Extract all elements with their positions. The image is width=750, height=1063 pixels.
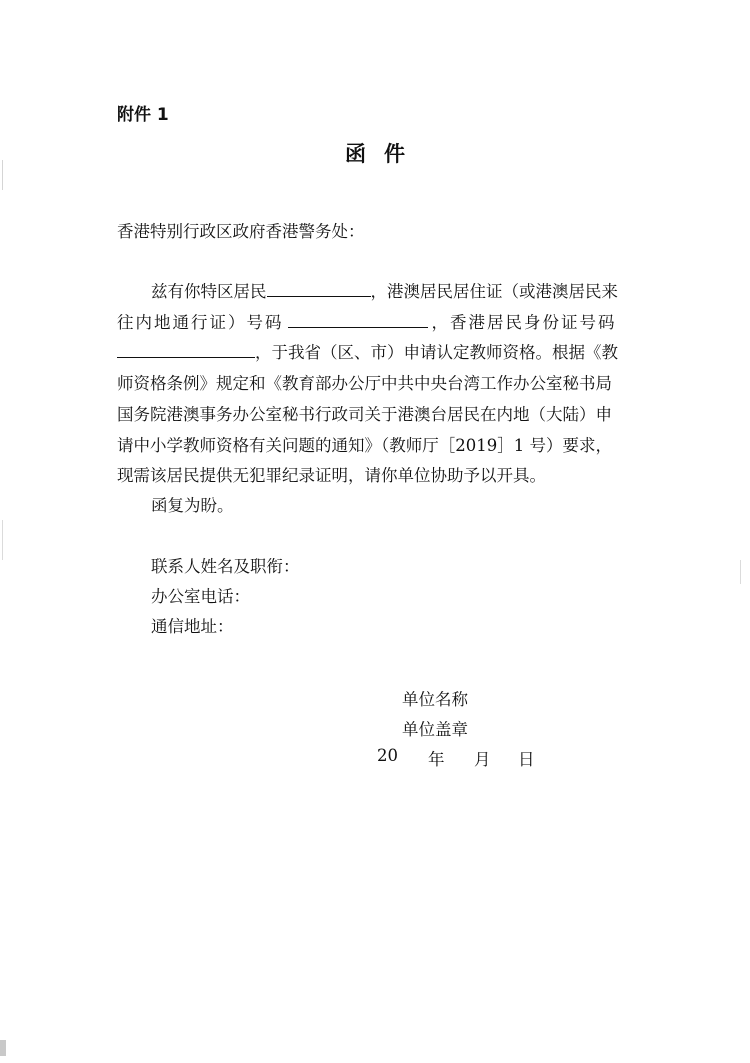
- date-year-prefix: 20: [377, 746, 398, 765]
- unit-name: 单位名称: [402, 690, 468, 709]
- permit-number-blank: [288, 313, 428, 328]
- body-line-7: 现需该居民提供无犯罪纪录证明，请你单位协助予以开具。: [117, 466, 546, 485]
- date-month: 月: [474, 750, 491, 769]
- scan-mark: [2, 520, 3, 560]
- body-text: ，香港居民身份证号码: [431, 313, 617, 332]
- scan-mark: [2, 160, 3, 190]
- body-text: ，于我省（区、市）申请认定教师资格。根据《教: [255, 343, 618, 362]
- body-text: ，港澳居民居住证（或港澳居民来: [370, 282, 618, 301]
- body-line-1: [151, 282, 618, 302]
- body-text: 兹有你特区居民: [151, 282, 267, 301]
- date-day: 日: [518, 750, 535, 769]
- body-line-6: 请中小学教师资格有关问题的通知》（教师厅［2019］1 号）要求，: [117, 436, 612, 455]
- contact-address: 通信地址：: [151, 617, 234, 636]
- body-text: 往内地通行证）号码: [117, 313, 284, 332]
- closing-line: 函复为盼。: [151, 496, 234, 515]
- body-line-2: [117, 313, 617, 333]
- date-year: 年: [428, 750, 445, 769]
- attachment-label: 附件 1: [117, 105, 169, 125]
- unit-seal: 单位盖章: [402, 720, 468, 739]
- scan-mark: [740, 560, 741, 584]
- body-line-5: 国务院港澳事务办公室秘书行政司关于港澳台居民在内地（大陆）申: [117, 405, 612, 424]
- page-title: 函件: [345, 142, 423, 166]
- id-number-blank: [117, 343, 255, 358]
- body-line-4: 师资格条例》规定和《教育部办公厅中共中央台湾工作办公室秘书局: [117, 374, 612, 393]
- name-blank: [267, 282, 371, 297]
- body-line-3: [117, 343, 618, 363]
- contact-name-title: 联系人姓名及职衔：: [151, 557, 300, 576]
- addressee: 香港特别行政区政府香港警务处：: [117, 222, 365, 241]
- scan-mark: [0, 1040, 6, 1056]
- contact-phone: 办公室电话：: [151, 587, 250, 606]
